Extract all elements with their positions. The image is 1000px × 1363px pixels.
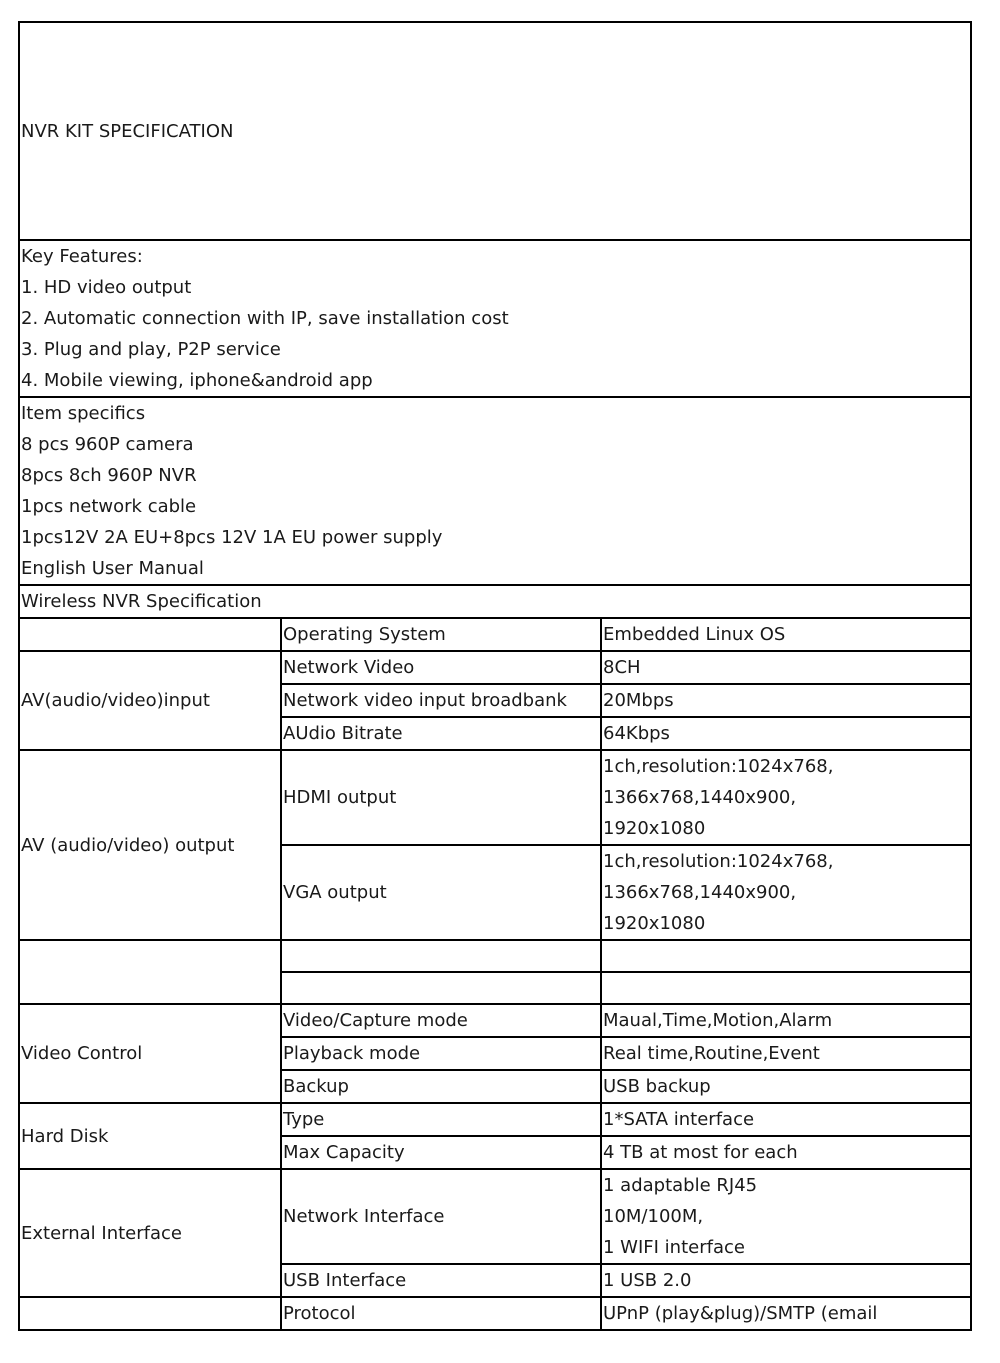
spec-value-line: 1920x1080 <box>603 913 706 934</box>
spec-value: Real time,Routine,Event <box>601 1037 971 1070</box>
spec-value-line: 10M/100M, <box>603 1206 704 1227</box>
spec-value-line: 1366x768,1440x900, <box>603 882 797 903</box>
item-specifics-item: 1pcs network cable <box>21 496 197 517</box>
spec-label: Operating System <box>281 618 601 651</box>
spec-label: Backup <box>281 1070 601 1103</box>
item-specifics-item: 8pcs 8ch 960P NVR <box>21 465 197 486</box>
spec-value <box>601 845 971 940</box>
key-features-block <box>19 240 971 397</box>
table-row <box>19 1169 971 1264</box>
spec-label: Video/Capture mode <box>281 1004 601 1037</box>
table-row <box>19 1004 971 1037</box>
spec-value: USB backup <box>601 1070 971 1103</box>
spec-value: 64Kbps <box>601 717 971 750</box>
spec-value-line: 1366x768,1440x900, <box>603 787 797 808</box>
title-row <box>19 22 971 240</box>
spec-label: VGA output <box>281 845 601 940</box>
key-feature-item: 4. Mobile viewing, iphone&android app <box>21 370 373 391</box>
item-specifics-block <box>19 397 971 585</box>
table-row <box>19 1103 971 1136</box>
spec-label: Playback mode <box>281 1037 601 1070</box>
spec-value: Maual,Time,Motion,Alarm <box>601 1004 971 1037</box>
spec-value <box>601 750 971 845</box>
spec-value-line: 1ch,resolution:1024x768, <box>603 851 834 872</box>
group-name-external-interface: External Interface <box>19 1169 281 1297</box>
table-row <box>19 651 971 684</box>
table-row <box>19 618 971 651</box>
table-row <box>19 1297 971 1330</box>
spec-label: Protocol <box>281 1297 601 1330</box>
group-name-hard-disk: Hard Disk <box>19 1103 281 1169</box>
group-name-av-input: AV(audio/video)input <box>19 651 281 750</box>
spec-label: HDMI output <box>281 750 601 845</box>
spec-heading-row <box>19 585 971 618</box>
spec-value <box>601 1169 971 1264</box>
spec-value: 8CH <box>601 651 971 684</box>
spec-label: Network Interface <box>281 1169 601 1264</box>
spec-value: 1 USB 2.0 <box>601 1264 971 1297</box>
document-title: NVR KIT SPECIFICATION <box>19 22 971 240</box>
item-specifics-item: 8 pcs 960P camera <box>21 434 194 455</box>
spec-value-line: 1920x1080 <box>603 818 706 839</box>
spec-value-empty <box>601 972 971 1004</box>
group-cell-empty <box>19 1297 281 1330</box>
key-features-heading: Key Features: <box>21 246 143 267</box>
item-specifics-item: 1pcs12V 2A EU+8pcs 12V 1A EU power supply <box>21 527 443 548</box>
table-row <box>19 750 971 845</box>
spec-label-empty <box>281 940 601 972</box>
group-name-video-control: Video Control <box>19 1004 281 1103</box>
spec-label: Type <box>281 1103 601 1136</box>
spec-value-line: 1ch,resolution:1024x768, <box>603 756 834 777</box>
spec-value-line: 1 WIFI interface <box>603 1237 745 1258</box>
spec-label: Network Video <box>281 651 601 684</box>
group-name-av-output: AV (audio/video) output <box>19 750 281 940</box>
spec-label: Max Capacity <box>281 1136 601 1169</box>
spec-value: 20Mbps <box>601 684 971 717</box>
item-specifics-row <box>19 397 971 585</box>
spec-label-empty <box>281 972 601 1004</box>
spec-value: UPnP (play&plug)/SMTP (email <box>601 1297 971 1330</box>
key-features-row <box>19 240 971 397</box>
item-specifics-heading: Item specifics <box>21 403 146 424</box>
spec-heading: Wireless NVR Specification <box>19 585 971 618</box>
spec-value: Embedded Linux OS <box>601 618 971 651</box>
group-cell-empty <box>19 618 281 651</box>
table-row-empty <box>19 940 971 972</box>
item-specifics-item: English User Manual <box>21 558 204 579</box>
spec-value: 4 TB at most for each <box>601 1136 971 1169</box>
key-feature-item: 2. Automatic connection with IP, save installation cost <box>21 308 509 329</box>
key-feature-item: 1. HD video output <box>21 277 192 298</box>
spec-table <box>18 21 972 1331</box>
spec-value-line: 1 adaptable RJ45 <box>603 1175 758 1196</box>
group-cell-empty <box>19 940 281 1004</box>
spec-label: Network video input broadbank <box>281 684 601 717</box>
spec-value-empty <box>601 940 971 972</box>
spec-label: USB Interface <box>281 1264 601 1297</box>
spec-value: 1*SATA interface <box>601 1103 971 1136</box>
spec-label: AUdio Bitrate <box>281 717 601 750</box>
key-feature-item: 3. Plug and play, P2P service <box>21 339 281 360</box>
